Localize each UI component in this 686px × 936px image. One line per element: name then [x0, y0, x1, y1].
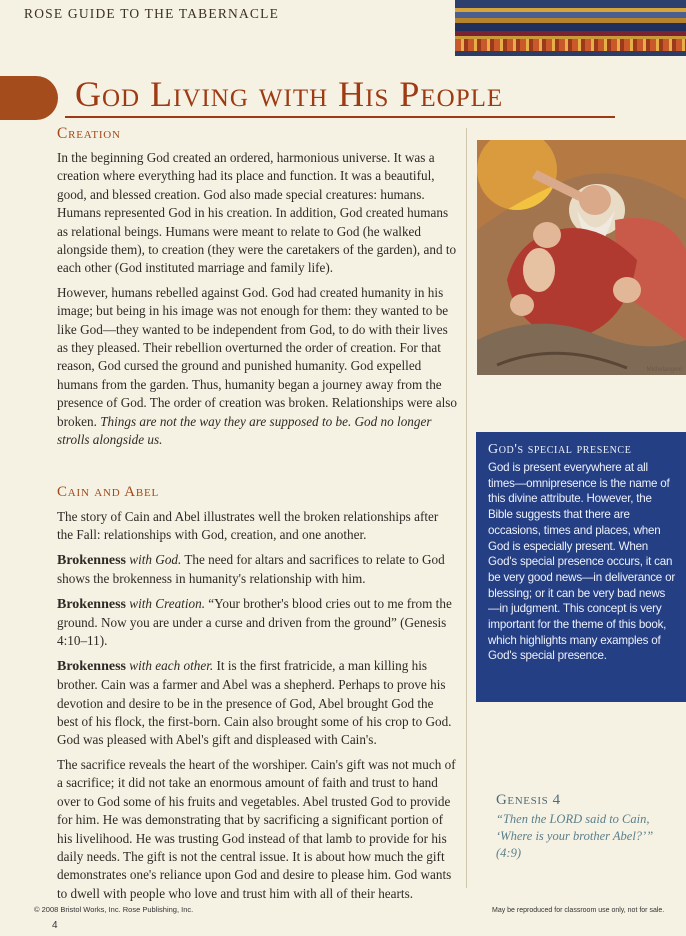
creation-paragraph-2: However, humans rebelled against God. God had created humanity in his image; but being in his image was not enough for them: they wanted to be like God—they wanted to be independent from God, to do with their lives as they pleased. Their rebellion overturned the order of creation. For that reason, God cursed the ground and punished humanity. God expelled humans from the garden. Thus, humanity began a journey away from the presence of God. The order of creation was broken. Relationships were also broken. Things are not the way they are supposed to be. God no longer strolls alongside us.	[57, 284, 458, 448]
section-heading-creation: Creation	[57, 125, 121, 142]
column-divider	[466, 128, 467, 888]
cain-abel-text	[57, 508, 457, 909]
running-title: ROSE GUIDE TO THE TABERNACLE	[24, 6, 280, 21]
scripture-reference: (4:9)	[496, 846, 521, 860]
copyright-notice: © 2008 Bristol Works, Inc. Rose Publishing, Inc.	[34, 905, 194, 914]
scripture-box	[496, 792, 686, 862]
brokenness-with-each-other: Brokenness with each other. It is the first fratricide, a man killing his brother. Cain was a farmer and Abel was a shepherd. Perhaps to prove his devotion and desire to be in the presence of God, Abel brought God the best of his flock, the first-born. Cain also brought some of his crop to God. God was pleased with Abel's gift and displeased with Cain's.	[57, 657, 452, 748]
title-underline	[65, 116, 615, 118]
title-tab	[0, 76, 58, 120]
cain-abel-intro: The story of Cain and Abel illustrates well the broken relationships after the Fall: relationships with God, creation, and one another.	[57, 509, 439, 543]
image-credit: Michelangelo	[646, 367, 682, 373]
section-heading-cain-abel: Cain and Abel	[57, 484, 160, 500]
scripture-title: Genesis 4	[496, 792, 561, 808]
creation-painting-image	[477, 140, 686, 375]
brokenness-with-god: Brokenness with God. The need for altars and sacrifices to relate to God shows the brokenness in humanity's relationship with him.	[57, 551, 445, 587]
painting-illustration	[477, 140, 686, 375]
callout-body: God is present everywhere at all times—omnipresence is the name of this divine attribute. However, the Bible suggests that there are occasions, times and places, when God is especially present. When God's special presence occurs, it can be very good news—in deliverance or blessing; or it can be very bad news—in judgment. This concept is very important for the theme of this book, which highlights many examples of God's special presence.	[488, 461, 675, 663]
page-title: God Living with His People	[75, 74, 504, 114]
cain-abel-closing: The sacrifice reveals the heart of the worshiper. Cain's gift was not much of a sacrifice; it did not take an enormous amount of faith and trust to hand over to God some of his fruits and vegetables. Abel trusted God to provide for him. He was demonstrating that by sacrificing a significant portion of his livelihood. He was trusting God instead of that lamb to provide for his daily needs. The gift is not the central issue. It is about how much the gift demonstrates one's reliance upon God and desire to please him. God wants to dwell with people who love and trust him with all of their hearts.	[57, 756, 456, 901]
creation-italic-note: Things are not the way they are supposed to be. God no longer strolls alongside us.	[57, 413, 432, 448]
gods-special-presence-callout	[476, 432, 686, 702]
decorative-header-strip	[455, 0, 686, 56]
brokenness-with-creation: Brokenness with Creation. “Your brother's blood cries out to me from the ground. Now you are under a curse and driven from the ground” (Genesis 4:10–11).	[57, 595, 452, 649]
creation-paragraph-1: In the beginning God created an ordered, harmonious universe. It was a creation where everything had its place and function. It was a beautiful, good, and blessed creation. God also made special creatures: humans. Humans represented God in his creation. In addition, God created humans as relational beings. Humans were meant to relate to God (he walked alongside them), to creation (they were the caretakers of the garden), and to each other (God instituted marriage and family life).	[57, 150, 457, 276]
page-number: 4	[52, 920, 58, 931]
scripture-quote: “Then the LORD said to Cain, ‘Where is your brother Abel?’” (4:9)	[496, 812, 654, 860]
callout-title: God's special presence	[488, 442, 632, 457]
running-header	[0, 0, 455, 38]
reproduction-notice: May be reproduced for classroom use only, not for sale.	[492, 907, 665, 914]
creation-text	[57, 149, 457, 456]
